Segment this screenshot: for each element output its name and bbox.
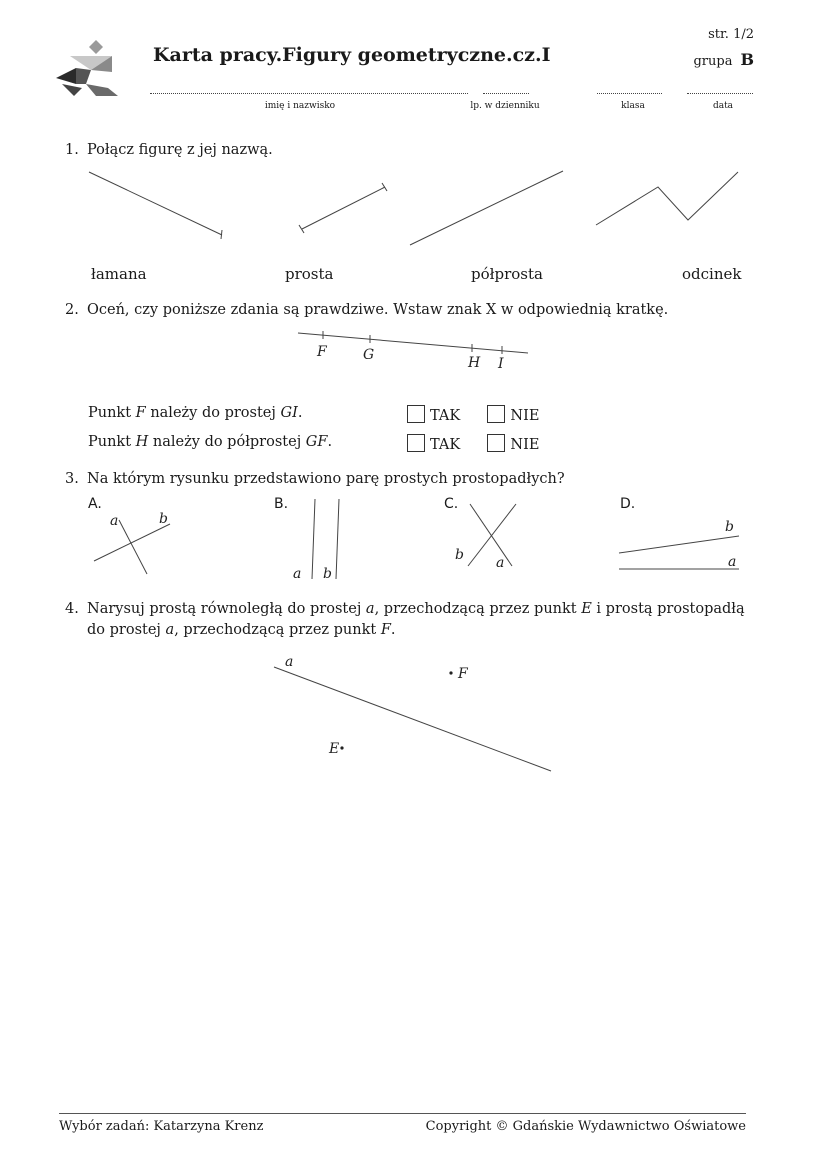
name-field-label: imię i nazwisko [264,101,336,111]
svg-text:b: b [159,511,168,527]
point-E [340,746,343,749]
point-H-label: H [468,355,481,371]
question-2 [65,302,785,318]
q1-figure-line [410,171,563,245]
checkbox-no-2[interactable] [487,434,505,452]
footer-divider [59,1113,746,1114]
date-field[interactable] [687,92,753,94]
svg-text:b: b [455,547,464,563]
question-3 [65,471,785,487]
footer-author: Wybór zadań: Katarzyna Krenz [59,1119,264,1134]
question-text: Połącz figurę z jej nazwą. [87,142,273,158]
question-4 [65,599,785,641]
group-indicator [693,50,754,69]
q1-name-line[interactable]: prosta [285,265,334,283]
option-c-figure [450,500,530,575]
q2-line-diagram [290,325,540,375]
option-c-label[interactable]: C. [444,496,459,512]
point-I-label: I [498,356,504,372]
q4-drawing-area[interactable] [260,650,570,780]
option-b-figure [285,494,355,584]
svg-text:b: b [725,519,734,535]
q2-statement-1: Punkt F należy do prostej GI. [88,405,303,421]
option-d-figure [615,515,745,575]
group-label: grupa [693,54,733,69]
svg-text:b: b [323,566,332,582]
line-a-label: a [285,654,294,670]
page-number: str. 1/2 [708,27,754,42]
q2-answer-2: TAK NIE [407,434,539,453]
question-text: Oceń, czy poniższe zdania są prawdziwe. Wstaw znak X w odpowiednią kratkę. [87,302,669,318]
point-F-label: F [317,344,327,360]
q1-name-segment[interactable]: odcinek [682,265,742,283]
option-a-label[interactable]: A. [88,496,102,512]
class-label: klasa [621,101,645,111]
publisher-logo [52,38,124,100]
svg-text:a: a [110,513,119,529]
checkbox-no-1[interactable] [487,405,505,423]
checkbox-yes-2[interactable] [407,434,425,452]
svg-text:a: a [728,554,737,570]
register-number-label: lp. w dzienniku [470,101,540,111]
option-b-label[interactable]: B. [274,496,289,512]
q1-figure-polyline [596,172,738,225]
q2-statement-2: Punkt H należy do półprostej GF. [88,434,333,450]
q1-name-polyline[interactable]: łamana [91,265,147,283]
point-G-label: G [363,347,375,363]
question-number: 4. [65,601,79,617]
option-d-label[interactable]: D. [620,496,636,512]
svg-text:a: a [496,555,505,571]
question-text: Narysuj prostą równoległą do prostej a, przechodzącą przez punkt E i prostą prostopadłą do prostej a, przechodzącą przez punkt F. [87,601,745,638]
question-number: 3. [65,471,79,487]
question-text: Na którym rysunku przedstawiono parę prostych prostopadłych? [87,471,565,487]
point-F [449,671,452,674]
footer-copyright: Copyright © Gdańskie Wydawnictwo Oświatowe [425,1119,746,1134]
q1-figure-ray [89,172,222,235]
question-number: 2. [65,302,79,318]
question-number: 1. [65,142,79,158]
group-value: B [740,50,754,69]
option-a-figure [88,508,178,578]
class-field[interactable] [597,92,662,94]
date-label: data [712,101,734,111]
q1-figure-segment [302,187,385,229]
worksheet-title: Karta pracy.Figury geometryczne.cz.I [153,44,551,66]
point-E-label: E [329,741,340,757]
line-a [274,667,551,771]
q2-answer-1: TAK NIE [407,405,539,424]
question-1 [65,142,765,158]
q1-figures [80,165,750,255]
name-field[interactable] [150,92,468,94]
point-F-label: F [458,666,468,682]
checkbox-yes-1[interactable] [407,405,425,423]
q1-name-ray[interactable]: półprosta [471,265,543,283]
register-number-field[interactable] [483,92,529,94]
svg-text:a: a [293,566,302,582]
